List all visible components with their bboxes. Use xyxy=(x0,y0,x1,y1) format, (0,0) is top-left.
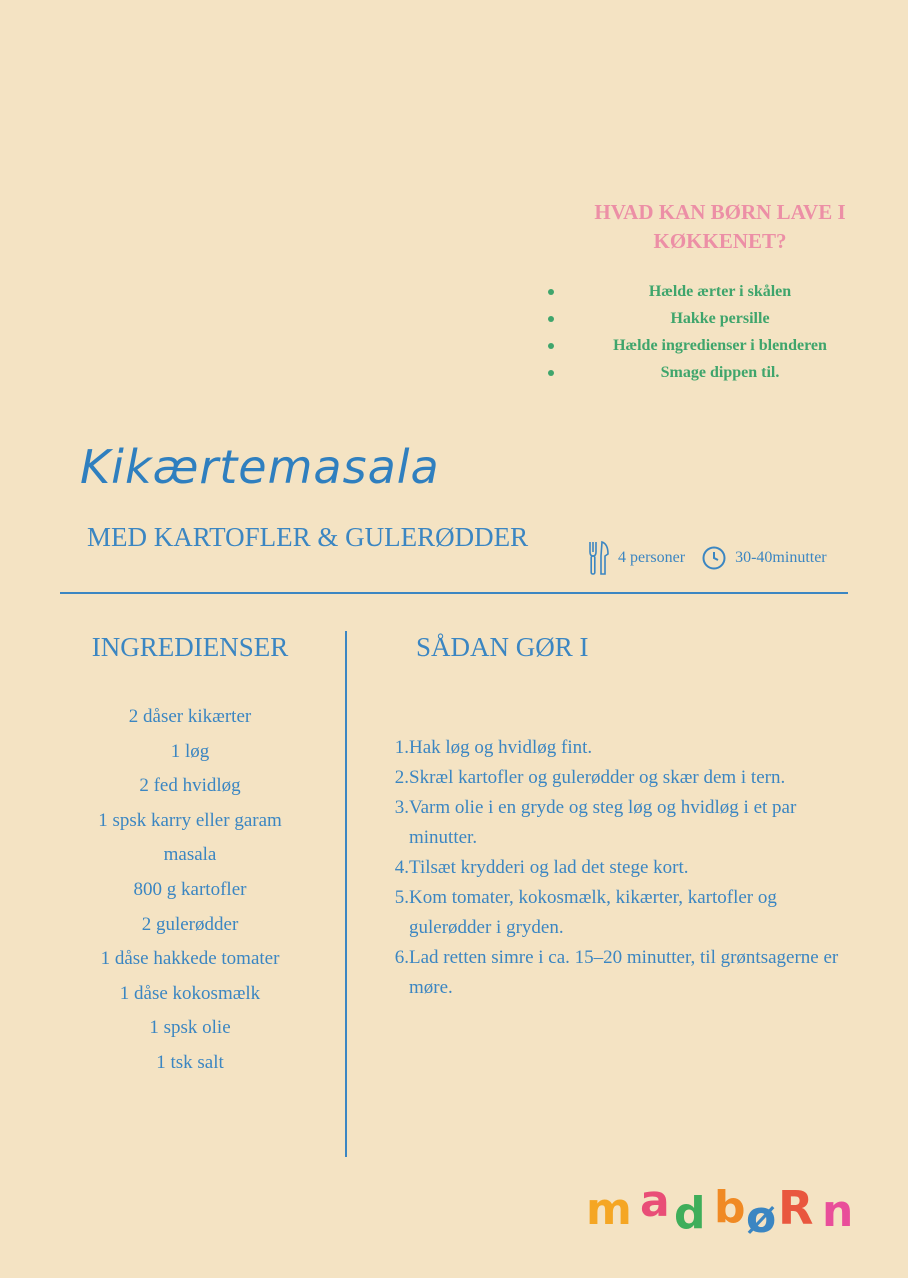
recipe-title: Kikærtemasala xyxy=(80,440,440,494)
vertical-divider xyxy=(345,631,347,1157)
ingredient-item: 1 spsk olie xyxy=(149,1017,231,1039)
method-step xyxy=(394,763,849,793)
ingredients-list xyxy=(72,700,308,1081)
step-number: 4. xyxy=(394,857,409,878)
step-text: Skræl kartofler og gulerødder og skær dem i tern. xyxy=(409,767,786,788)
step-text: Kom tomater, kokosmælk, kikærter, kartofler og gulerødder i gryden. xyxy=(409,887,777,938)
kids-section xyxy=(540,198,900,386)
horizontal-divider xyxy=(60,592,848,594)
bullet-icon xyxy=(548,370,554,376)
svg-text:b: b xyxy=(714,1182,746,1233)
svg-text:ø: ø xyxy=(746,1192,777,1238)
bullet-icon xyxy=(548,289,554,295)
recipe-meta xyxy=(588,540,843,576)
ingredient-item: 1 spsk karry eller garam masala xyxy=(98,809,282,866)
step-text: Lad retten simre i ca. 15–20 minutter, til grøntsagerne er møre. xyxy=(409,947,839,998)
step-text: Tilsæt krydderi og lad det stege kort. xyxy=(409,857,689,878)
kids-list-item: Hælde ærter i skålen xyxy=(540,278,900,305)
step-number: 6. xyxy=(394,947,409,968)
ingredient-item: 2 dåser kikærter xyxy=(128,706,252,727)
kids-list-item: Hælde ingredienser i blenderen xyxy=(540,332,900,359)
method-step xyxy=(394,733,849,763)
svg-text:m: m xyxy=(586,1184,632,1235)
time-text: 30-40minutter xyxy=(735,549,827,566)
kids-list-item: Smage dippen til. xyxy=(540,359,900,386)
kids-list xyxy=(540,278,900,386)
ingredients-heading: INGREDIENSER xyxy=(91,632,289,662)
step-number: 1. xyxy=(394,737,409,758)
madborn-logo xyxy=(586,1182,868,1242)
ingredient-item: 1 løg xyxy=(170,740,210,762)
step-text: Hak løg og hvidløg fint. xyxy=(409,737,593,758)
svg-text:d: d xyxy=(674,1188,706,1238)
method-step xyxy=(394,883,849,943)
ingredient-item: 1 dåse kokosmælk xyxy=(119,982,261,1004)
cutlery-icon xyxy=(588,540,610,576)
step-number: 3. xyxy=(394,797,409,818)
step-text: Varm olie i en gryde og steg løg og hvidløg i et par minutter. xyxy=(409,797,797,848)
step-number: 2. xyxy=(394,767,409,788)
kids-heading: HVAD KAN BØRN LAVE I KØKKENET? xyxy=(594,200,846,253)
method-heading: SÅDAN GØR I xyxy=(416,632,589,662)
step-number: 5. xyxy=(394,887,409,908)
svg-text:R: R xyxy=(778,1182,814,1235)
ingredient-item: 1 dåse hakkede tomater xyxy=(100,948,280,970)
ingredient-item: 2 fed hvidløg xyxy=(139,775,241,797)
ingredient-item: 2 gulerødder xyxy=(141,913,239,935)
method-step xyxy=(394,943,849,1003)
kids-list-item: Hakke persille xyxy=(540,305,900,332)
method-steps xyxy=(394,733,849,1003)
recipe-subtitle: MED KARTOFLER & GULERØDDER xyxy=(87,522,529,552)
bullet-icon xyxy=(548,343,554,349)
clock-icon xyxy=(701,545,727,571)
svg-text:n: n xyxy=(822,1186,854,1237)
ingredient-item: 1 tsk salt xyxy=(156,1051,224,1073)
ingredient-item: 800 g kartofler xyxy=(133,878,247,900)
method-step xyxy=(394,793,849,853)
svg-text:a: a xyxy=(640,1182,670,1227)
servings-text: 4 personer xyxy=(618,549,686,566)
method-step xyxy=(394,853,849,883)
bullet-icon xyxy=(548,316,554,322)
